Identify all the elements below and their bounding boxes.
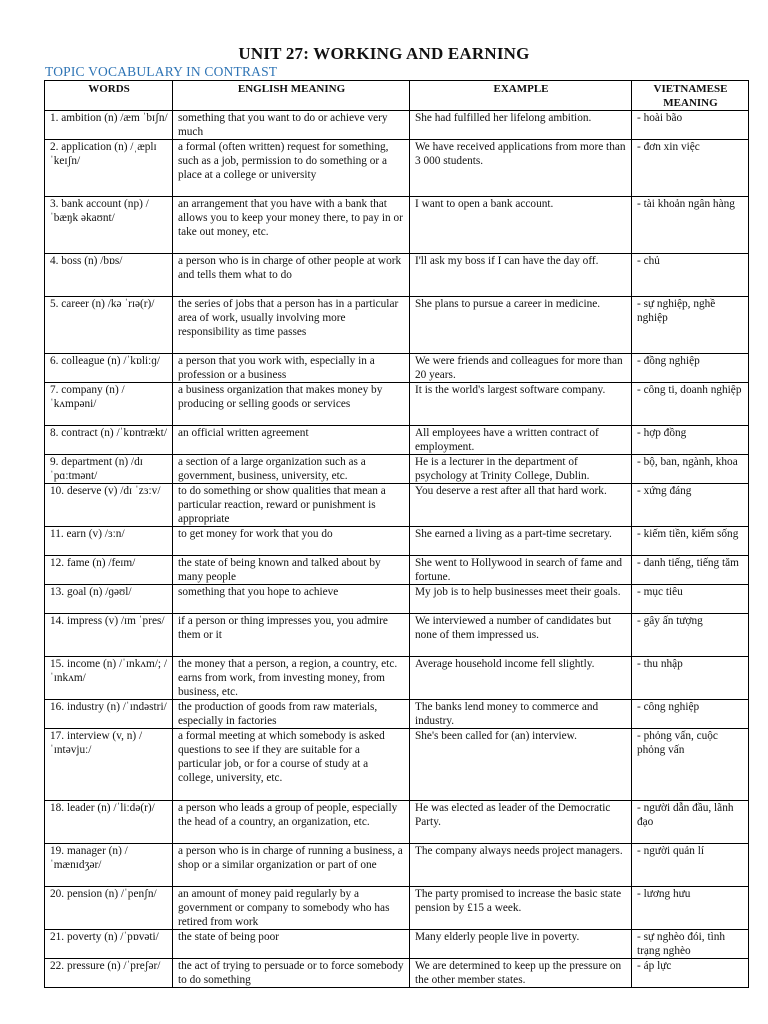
example-cell: My job is to help businesses meet their goals. (410, 585, 632, 614)
english-meaning-cell: the money that a person, a region, a country, etc. earns from work, from investing money, from business, etc. (173, 657, 410, 700)
vietnamese-meaning-cell: - sự nghiệp, nghề nghiệp (632, 297, 749, 354)
vietnamese-meaning-cell: - mục tiêu (632, 585, 749, 614)
vietnamese-meaning-cell: - tài khoản ngân hàng (632, 197, 749, 254)
vietnamese-meaning-cell: - sự nghèo đói, tình trạng nghèo (632, 930, 749, 959)
english-meaning-cell: an amount of money paid regularly by a government or company to somebody who has retired from work (173, 887, 410, 930)
vietnamese-meaning-cell: - đồng nghiệp (632, 354, 749, 383)
table-row (45, 585, 749, 614)
example-cell: The company always needs project managers. (410, 844, 632, 887)
table-row (45, 614, 749, 657)
example-cell: All employees have a written contract of employment. (410, 426, 632, 455)
example-cell: She had fulfilled her lifelong ambition. (410, 111, 632, 140)
english-meaning-cell: if a person or thing impresses you, you admire them or it (173, 614, 410, 657)
word-cell: 4. boss (n) /bɒs/ (45, 254, 173, 297)
example-cell: Many elderly people live in poverty. (410, 930, 632, 959)
word-cell: 1. ambition (n) /æm ˈbɪʃn/ (45, 111, 173, 140)
word-cell: 18. leader (n) /ˈliːdə(r)/ (45, 801, 173, 844)
table-row (45, 700, 749, 729)
vietnamese-meaning-cell: - phỏng vấn, cuộc phỏng vấn (632, 729, 749, 801)
vietnamese-meaning-cell: - hợp đồng (632, 426, 749, 455)
english-meaning-cell: the state of being poor (173, 930, 410, 959)
word-cell: 15. income (n) /ˈɪnkʌm/; /ˈɪnkʌm/ (45, 657, 173, 700)
word-cell: 13. goal (n) /ɡəʊl/ (45, 585, 173, 614)
word-cell: 14. impress (v) /ɪm ˈpres/ (45, 614, 173, 657)
word-cell: 22. pressure (n) /ˈpreʃər/ (45, 959, 173, 988)
word-cell: 11. earn (v) /ɜːn/ (45, 527, 173, 556)
english-meaning-cell: something that you hope to achieve (173, 585, 410, 614)
word-cell: 7. company (n) /ˈkʌmpəni/ (45, 383, 173, 426)
header-example: EXAMPLE (410, 81, 632, 111)
english-meaning-cell: the state of being known and talked about by many people (173, 556, 410, 585)
example-cell: We are determined to keep up the pressure on the other member states. (410, 959, 632, 988)
word-cell: 21. poverty (n) /ˈpɒvəti/ (45, 930, 173, 959)
header-english-meaning: ENGLISH MEANING (173, 81, 410, 111)
example-cell: Average household income fell slightly. (410, 657, 632, 700)
vietnamese-meaning-cell: - xứng đáng (632, 484, 749, 527)
example-cell: I'll ask my boss if I can have the day off. (410, 254, 632, 297)
vietnamese-meaning-cell: - chủ (632, 254, 749, 297)
example-cell: He was elected as leader of the Democratic Party. (410, 801, 632, 844)
english-meaning-cell: an arrangement that you have with a bank that allows you to keep your money there, to pay in or take out money, etc. (173, 197, 410, 254)
english-meaning-cell: the production of goods from raw materials, especially in factories (173, 700, 410, 729)
table-row (45, 729, 749, 801)
example-cell: She earned a living as a part-time secretary. (410, 527, 632, 556)
example-cell: She plans to pursue a career in medicine. (410, 297, 632, 354)
example-cell: We interviewed a number of candidates but none of them impressed us. (410, 614, 632, 657)
english-meaning-cell: a formal meeting at which somebody is asked questions to see if they are suitable for a particular job, or for a course of study at a college, university, etc. (173, 729, 410, 801)
table-row (45, 111, 749, 140)
example-cell: She's been called for (an) interview. (410, 729, 632, 801)
vietnamese-meaning-cell: - gây ấn tượng (632, 614, 749, 657)
page-title: UNIT 27: WORKING AND EARNING (238, 44, 530, 63)
table-row (45, 455, 749, 484)
table-row (45, 354, 749, 383)
vietnamese-meaning-cell: - kiếm tiền, kiếm sống (632, 527, 749, 556)
table-row (45, 297, 749, 354)
english-meaning-cell: a business organization that makes money by producing or selling goods or services (173, 383, 410, 426)
vocabulary-table (44, 80, 749, 988)
word-cell: 16. industry (n) /ˈɪndəstri/ (45, 700, 173, 729)
table-row (45, 844, 749, 887)
table-row (45, 556, 749, 585)
vietnamese-meaning-cell: - áp lực (632, 959, 749, 988)
word-cell: 8. contract (n) /ˈkɒntrækt/ (45, 426, 173, 455)
word-cell: 12. fame (n) /feɪm/ (45, 556, 173, 585)
english-meaning-cell: a person who is in charge of running a business, a shop or a similar organization or part of one (173, 844, 410, 887)
vietnamese-meaning-cell: - người dẫn đầu, lãnh đạo (632, 801, 749, 844)
table-row (45, 383, 749, 426)
vietnamese-meaning-cell: - người quản lí (632, 844, 749, 887)
word-cell: 17. interview (v, n) /ˈɪntəvjuː/ (45, 729, 173, 801)
word-cell: 3. bank account (np) /ˈbæŋk əkaʊnt/ (45, 197, 173, 254)
english-meaning-cell: a formal (often written) request for something, such as a job, permission to do something or a place at a college or university (173, 140, 410, 197)
english-meaning-cell: something that you want to do or achieve very much (173, 111, 410, 140)
table-row (45, 887, 749, 930)
example-cell: We were friends and colleagues for more than 20 years. (410, 354, 632, 383)
table-row (45, 140, 749, 197)
english-meaning-cell: a person who is in charge of other people at work and tells them what to do (173, 254, 410, 297)
vietnamese-meaning-cell: - đơn xin việc (632, 140, 749, 197)
example-cell: It is the world's largest software company. (410, 383, 632, 426)
table-body (45, 111, 749, 988)
vietnamese-meaning-cell: - danh tiếng, tiếng tăm (632, 556, 749, 585)
example-cell: The banks lend money to commerce and industry. (410, 700, 632, 729)
example-cell: He is a lecturer in the department of psychology at Trinity College, Dublin. (410, 455, 632, 484)
english-meaning-cell: a person that you work with, especially in a profession or a business (173, 354, 410, 383)
vietnamese-meaning-cell: - công ti, doanh nghiệp (632, 383, 749, 426)
example-cell: I want to open a bank account. (410, 197, 632, 254)
vietnamese-meaning-cell: - thu nhập (632, 657, 749, 700)
word-cell: 5. career (n) /kə ˈrɪə(r)/ (45, 297, 173, 354)
english-meaning-cell: to do something or show qualities that mean a particular reaction, reward or punishment is appropriate (173, 484, 410, 527)
section-subtitle: TOPIC VOCABULARY IN CONTRAST (45, 64, 278, 79)
table-row (45, 197, 749, 254)
example-cell: She went to Hollywood in search of fame and fortune. (410, 556, 632, 585)
header-vietnamese-meaning: VIETNAMESE MEANING (632, 81, 749, 111)
word-cell: 9. department (n) /dɪˈpɑːtmənt/ (45, 455, 173, 484)
table-row (45, 527, 749, 556)
english-meaning-cell: to get money for work that you do (173, 527, 410, 556)
english-meaning-cell: the act of trying to persuade or to force somebody to do something (173, 959, 410, 988)
word-cell: 6. colleague (n) /ˈkɒliːɡ/ (45, 354, 173, 383)
table-header-row (45, 81, 749, 111)
table-row (45, 959, 749, 988)
table-row (45, 657, 749, 700)
example-cell: We have received applications from more than 3 000 students. (410, 140, 632, 197)
table-row (45, 254, 749, 297)
table-row (45, 426, 749, 455)
example-cell: You deserve a rest after all that hard work. (410, 484, 632, 527)
english-meaning-cell: an official written agreement (173, 426, 410, 455)
word-cell: 2. application (n) /ˌæplɪˈkeɪʃn/ (45, 140, 173, 197)
english-meaning-cell: a section of a large organization such as a government, business, university, etc. (173, 455, 410, 484)
example-cell: The party promised to increase the basic state pension by £15 a week. (410, 887, 632, 930)
vietnamese-meaning-cell: - bộ, ban, ngành, khoa (632, 455, 749, 484)
word-cell: 10. deserve (v) /dɪ ˈzɜːv/ (45, 484, 173, 527)
vietnamese-meaning-cell: - hoài bão (632, 111, 749, 140)
english-meaning-cell: the series of jobs that a person has in a particular area of work, usually involving more responsibility as time passes (173, 297, 410, 354)
english-meaning-cell: a person who leads a group of people, especially the head of a country, an organization, etc. (173, 801, 410, 844)
header-words: WORDS (45, 81, 173, 111)
word-cell: 20. pension (n) /ˈpenʃn/ (45, 887, 173, 930)
vietnamese-meaning-cell: - lương hưu (632, 887, 749, 930)
table-row (45, 801, 749, 844)
table-row (45, 484, 749, 527)
table-row (45, 930, 749, 959)
vietnamese-meaning-cell: - công nghiệp (632, 700, 749, 729)
word-cell: 19. manager (n) /ˈmænɪdʒər/ (45, 844, 173, 887)
